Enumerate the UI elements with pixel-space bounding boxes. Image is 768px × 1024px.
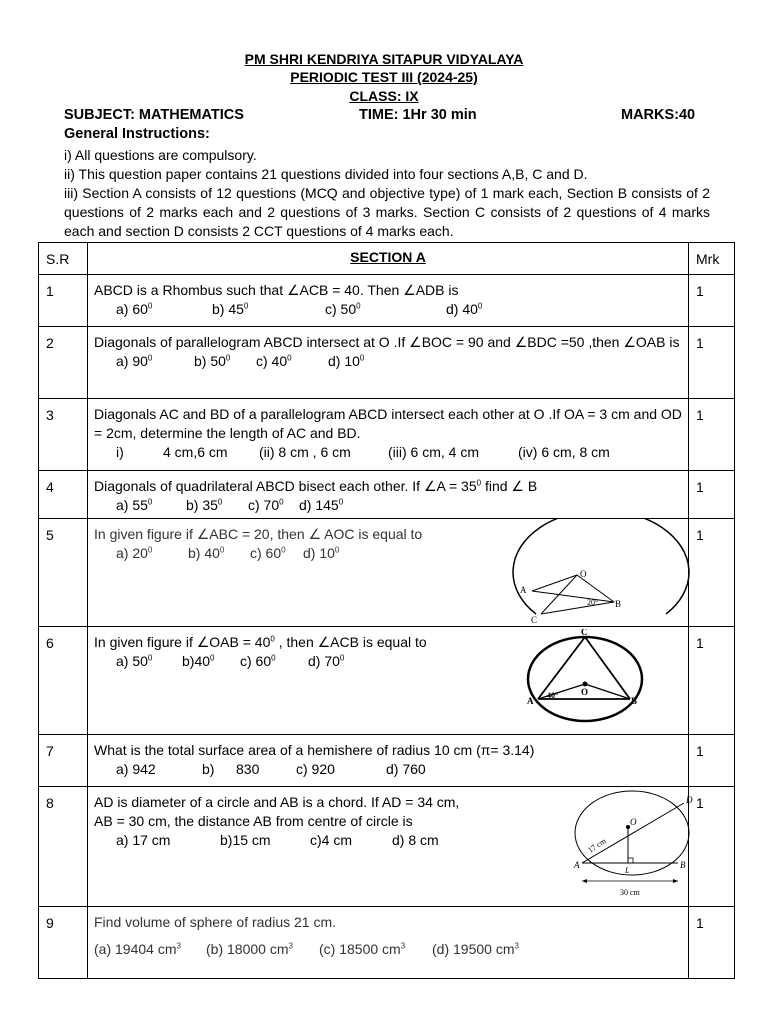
line-cb — [585, 637, 630, 699]
label-c: C — [581, 629, 588, 637]
option: 4 cm,6 cm — [163, 444, 228, 460]
question-row — [39, 735, 735, 787]
question-text-a: Diagonals of quadrilateral ABCD bisect each other. If ∠A = 35 — [94, 478, 477, 494]
option: c) 60 — [240, 653, 272, 669]
question-mark: 1 — [689, 787, 735, 907]
option: d) 10 — [328, 353, 360, 369]
degree-sup: 0 — [359, 353, 365, 363]
option: a) 50 — [116, 653, 148, 669]
question-body — [88, 907, 689, 979]
option: c) 920 — [296, 761, 335, 777]
option: c) 40 — [256, 353, 288, 369]
question-text — [94, 477, 682, 496]
instruction-1: i) All questions are compulsory. — [64, 147, 257, 163]
option: a) 60 — [116, 301, 148, 317]
question-number: 1 — [39, 275, 88, 327]
label-chord: 30 cm — [620, 888, 640, 897]
label-o: O — [630, 817, 637, 827]
question-number: 4 — [39, 471, 88, 519]
option: (c) 18500 cm — [319, 941, 401, 957]
degree-sup: 0 — [339, 653, 345, 663]
cube-sup: 3 — [288, 941, 293, 951]
question-mark: 1 — [689, 327, 735, 399]
question-text-b: find ∠ B — [481, 478, 538, 494]
question-number: 6 — [39, 627, 88, 735]
option: (b) 18000 cm — [206, 941, 289, 957]
circle-figure-q8 — [572, 789, 712, 901]
degree-sup: 0 — [147, 545, 153, 555]
label-a: A — [527, 696, 534, 706]
question-text: ABCD is a Rhombus such that ∠ACB = 40. Then ∠ADB is — [94, 282, 459, 298]
circle-figure-q5 — [506, 519, 706, 623]
question-number: 5 — [39, 519, 88, 627]
option: (a) 19404 cm — [94, 941, 177, 957]
degree-sup: 0 — [210, 653, 215, 663]
option: i) — [116, 444, 124, 460]
question-text: What is the total surface area of a hemishere of radius 10 cm (π= 3.14) — [94, 742, 535, 758]
class-name: CLASS: IX — [349, 88, 419, 104]
degree-sup: 0 — [219, 545, 225, 555]
question-row — [39, 471, 735, 519]
question-text-b: , then ∠ACB is equal to — [274, 634, 427, 650]
option: a) 90 — [116, 353, 148, 369]
option: c) 70 — [248, 497, 280, 513]
circle-figure-q6 — [523, 629, 653, 729]
options — [94, 496, 682, 515]
question-body — [88, 787, 693, 907]
marks: MARKS:40 — [621, 107, 696, 123]
option: d) 70 — [308, 653, 340, 669]
question-body — [88, 519, 689, 627]
question-row — [39, 907, 735, 979]
degree-sup: 0 — [334, 545, 340, 555]
question-text: Diagonals of parallelogram ABCD intersect at O .If ∠BOC = 90 and ∠BDC =50 ,then ∠OAB is — [94, 334, 680, 350]
options — [94, 760, 682, 779]
circle — [528, 637, 642, 721]
line-ca — [538, 637, 585, 699]
question-number: 7 — [39, 735, 88, 787]
degree-sup: 0 — [270, 634, 275, 644]
option: b) 50 — [194, 353, 226, 369]
label-d: D — [686, 795, 693, 805]
degree-sup: 0 — [281, 545, 286, 555]
question-row — [39, 627, 735, 735]
arrow-right — [673, 879, 678, 883]
label-c: C — [531, 615, 538, 623]
line-cb — [541, 602, 614, 614]
cube-sup: 3 — [176, 941, 181, 951]
question-row — [39, 275, 735, 327]
instruction-3: iii) Section A consists of 12 questions (MCQ and objective type) of 1 mark each, Section B consists of 2 questions of 2 marks each and 2 questions of 3 marks. Section C consists of 2 questions of 4 marks each and section D consists 2 CCT questions of 4 marks each. — [64, 185, 710, 239]
option: b)40 — [182, 653, 211, 669]
degree-sup: 0 — [147, 301, 153, 311]
degree-sup: 0 — [243, 301, 249, 311]
table-header-row — [39, 243, 735, 275]
option: a) 17 cm — [116, 832, 171, 848]
option: a) 20 — [116, 545, 148, 561]
degree-sup: 0 — [271, 653, 276, 663]
option: (d) 19500 cm — [432, 941, 515, 957]
option: c) 60 — [250, 545, 282, 561]
time: TIME: 1Hr 30 min — [359, 107, 477, 123]
label-l: L — [625, 866, 630, 875]
option: (iii) 6 cm, 4 cm — [388, 444, 479, 460]
question-mark: 1 — [689, 519, 735, 627]
questions-table — [38, 242, 735, 979]
option: d) 760 — [386, 761, 426, 777]
degree-sup: 0 — [147, 353, 153, 363]
degree-sup: 0 — [338, 497, 344, 507]
label-b: B — [615, 599, 622, 609]
option: a) 55 — [116, 497, 148, 513]
question-mark: 1 — [689, 275, 735, 327]
option: d) 10 — [303, 545, 335, 561]
option: c)4 cm — [310, 832, 352, 848]
options — [94, 940, 682, 959]
question-body — [88, 327, 689, 399]
label-radius: 17 cm — [586, 836, 608, 855]
question-body — [88, 399, 689, 471]
question-text: In given figure if ∠ABC = 20, then ∠ AOC is equal to — [94, 526, 423, 542]
cube-sup: 3 — [514, 941, 519, 951]
question-mark: 1 — [689, 627, 735, 735]
option: d) 145 — [299, 497, 339, 513]
option: c) 50 — [325, 301, 357, 317]
test-name: PERIODIC TEST III (2024-25) — [290, 69, 478, 85]
label-b: B — [680, 860, 686, 870]
degree-sup: 0 — [225, 353, 231, 363]
line-co — [541, 575, 577, 614]
subject: SUBJECT: MATHEMATICS — [64, 107, 244, 123]
question-row — [39, 327, 735, 399]
option: a) 942 — [116, 761, 156, 777]
options — [94, 443, 682, 462]
circle — [575, 791, 689, 875]
label-angle: 20° — [587, 598, 599, 607]
degree-sup: 0 — [356, 301, 361, 311]
degree-sup: 0 — [217, 497, 223, 507]
question-body — [88, 627, 689, 735]
arrow-left — [582, 879, 587, 883]
degree-sup: 0 — [287, 353, 292, 363]
options — [94, 352, 682, 371]
question-number: 8 — [39, 787, 88, 907]
diameter-ad — [582, 803, 684, 863]
option: b) 40 — [188, 545, 220, 561]
question-mark: 1 — [689, 735, 735, 787]
degree-sup: 0 — [477, 301, 483, 311]
question-row — [39, 787, 735, 907]
option: 830 — [236, 761, 260, 777]
col-marks: Mrk — [689, 243, 735, 275]
option: (ii) 8 cm , 6 cm — [259, 444, 351, 460]
option: (iv) 6 cm, 8 cm — [518, 444, 610, 460]
question-number: 2 — [39, 327, 88, 399]
question-mark: 1 — [689, 399, 735, 471]
label-o: O — [581, 687, 589, 697]
col-sr: S.R — [39, 243, 88, 275]
question-row — [39, 519, 735, 627]
question-row — [39, 399, 735, 471]
options — [94, 300, 682, 319]
degree-sup: 0 — [147, 497, 153, 507]
option: b)15 cm — [220, 832, 271, 848]
degree-sup: 0 — [279, 497, 284, 507]
option: b) 35 — [186, 497, 218, 513]
question-body — [88, 735, 689, 787]
label-angle: 40° — [547, 691, 559, 700]
label-b: B — [631, 696, 638, 706]
label-o: O — [580, 569, 587, 579]
option: d) 40 — [446, 301, 478, 317]
option: b) 45 — [212, 301, 244, 317]
school-name: PM SHRI KENDRIYA SITAPUR VIDYALAYA — [244, 51, 524, 67]
right-angle-mark — [628, 858, 633, 863]
cube-sup: 3 — [400, 941, 406, 951]
question-text-a: In given figure if ∠OAB = 40 — [94, 634, 271, 650]
question-body — [88, 471, 689, 519]
question-text-a: AD is diameter of a circle and AB is a chord. If AD = 34 cm, — [94, 794, 460, 810]
question-text: Diagonals AC and BD of a parallelogram ABCD intersect each other at O .If OA = 3 cm and OD = 2cm, determine the length of AC and BD. — [94, 406, 682, 441]
line-ob — [585, 684, 630, 699]
instructions-title: General Instructions: — [64, 126, 210, 142]
option: b) — [202, 761, 215, 777]
option: d) 8 cm — [392, 832, 439, 848]
label-a: A — [574, 860, 580, 870]
question-number: 3 — [39, 399, 88, 471]
circle-arc — [513, 519, 689, 614]
question-number: 9 — [39, 907, 88, 979]
question-body — [88, 275, 689, 327]
question-text-b: AB = 30 cm, the distance AB from centre of circle is — [94, 813, 413, 829]
degree-sup: 0 — [476, 478, 482, 488]
degree-sup: 0 — [147, 653, 153, 663]
instruction-2: ii) This question paper contains 21 questions divided into four sections A,B, C and D. — [64, 166, 588, 182]
line-ao — [538, 684, 585, 699]
center-dot — [583, 682, 588, 687]
section-title: SECTION A — [88, 243, 689, 275]
question-mark: 1 — [689, 907, 735, 979]
question-mark: 1 — [689, 471, 735, 519]
label-a: A — [520, 585, 527, 595]
question-text: Find volume of sphere of radius 21 cm. — [94, 914, 337, 930]
